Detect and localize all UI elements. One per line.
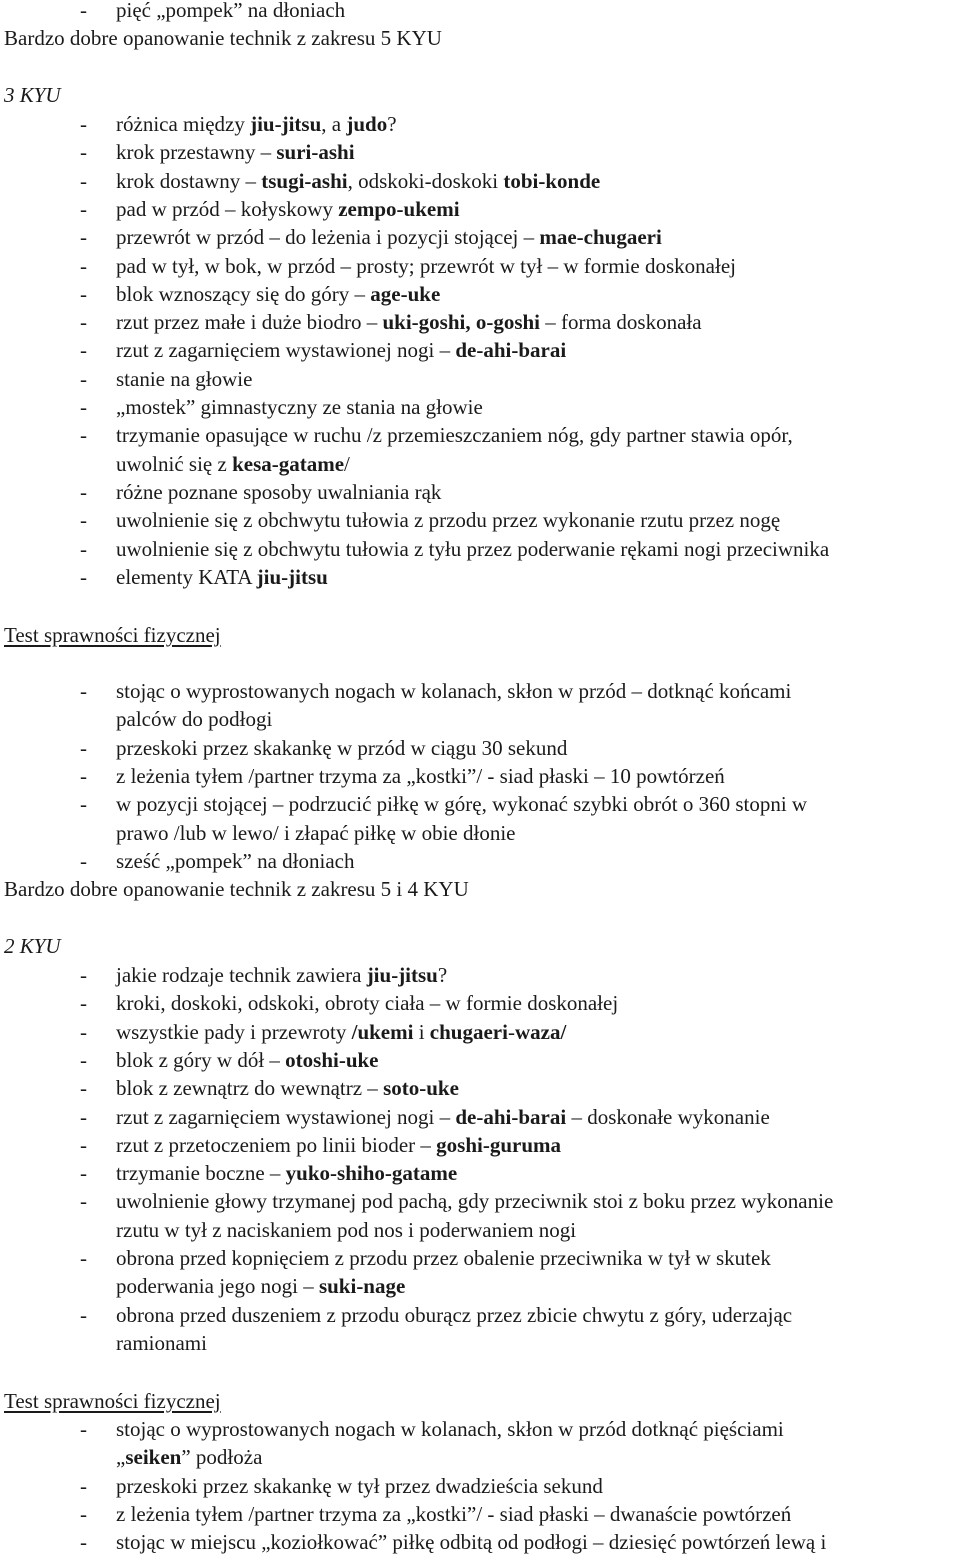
list-item-text [116,989,618,1017]
text-run: przeskoki przez skakankę w przód w ciągu 30 sekund [116,735,568,760]
list-item-text [116,790,807,818]
bullet-dash: - [80,1047,87,1072]
list-item-text [116,1074,459,1102]
term-bold: zempo-ukemi [338,196,460,221]
term-bold: suri-ashi [276,140,355,165]
term-bold: jiu-jitsu [250,112,322,136]
list-item-text [116,167,600,195]
test-heading: Test sprawności fizycznej [4,623,221,647]
test-heading: Test sprawności fizycznej [4,1389,221,1413]
term-bold: de-ahi-barai [455,338,567,363]
bullet-dash: - [80,225,87,250]
text-run: przewrót w przód – do leżenia i pozycji stojącej – [116,225,540,250]
list-item-continuation [116,1216,576,1244]
bullet-dash: - [80,140,87,165]
term-bold: seiken [125,1445,182,1470]
text-run: rzut z zagarnięciem wystawionej nogi – [116,338,456,363]
bullet-dash: - [80,423,87,448]
text-run: ramionami [116,1330,207,1355]
list-item-text [116,1415,784,1443]
text-run: blok z zewnątrz do wewnątrz – [116,1076,384,1101]
list-item-continuation [116,819,515,847]
list-item-text [116,365,252,393]
term-bold: /ukemi [351,1019,414,1044]
text-run: stojąc w miejscu „koziołkować” piłkę odbitą od podłogi – dziesięć powtórzeń lewą i [116,1530,827,1555]
text-run: w pozycji stojącej – podrzucić piłkę w górę, wykonać szybki obrót o 360 stopni w [116,792,808,817]
text-run: poderwania jego nogi – [116,1274,319,1299]
text-run: obrona przed kopnięciem z przodu przez obalenie przeciwnika w tył w skutek [116,1246,771,1270]
bullet-dash: - [80,1246,87,1270]
text-run: krok dostawny – [116,168,262,193]
list-item-text [116,847,355,875]
list-item-text [116,1018,566,1046]
bullet-dash: - [80,395,87,419]
list-item-text [116,308,702,336]
text-run: , a [321,112,347,136]
bullet-dash: - [80,366,87,391]
bullet-dash: - [80,991,87,1016]
text-run: przeskoki przez skakankę w tył przez dwadzieścia sekund [116,1473,603,1498]
list-item-text [116,506,780,534]
list-item-continuation [116,1272,405,1300]
bullet-dash: - [80,763,87,788]
list-item-text [116,1103,770,1131]
text-run: rzut z przetoczeniem po linii bioder – [116,1132,437,1157]
text-run: blok wznoszący się do góry – [116,281,371,306]
text-run: „ [116,1445,126,1470]
bullet-dash: - [80,196,87,221]
text-run: ? [437,963,448,987]
bullet-dash: - [80,1417,87,1441]
bullet-dash: - [80,310,87,335]
list-item-text [116,1472,603,1500]
summary-line: Bardzo dobre opanowanie technik z zakresu 5 i 4 KYU [4,877,469,901]
bullet-dash: - [80,168,87,193]
text-run: uwolnienie się z obchwytu tułowia z przodu przez wykonanie rzutu przez nogę [116,508,781,533]
list-item-text [116,1187,833,1215]
bullet-dash: - [80,0,87,22]
text-run: rzutu w tył z naciskaniem pod nos i poderwaniem nogi [116,1217,577,1242]
text-run: „mostek” gimnastyczny ze stania na głowie [116,395,483,419]
text-run: kroki, doskoki, odskoki, obroty ciała – w formie doskonałej [116,991,619,1016]
list-item-text [116,110,397,138]
list-item-text [116,0,345,24]
text-run: z leżenia tyłem /partner trzyma za „kostki”/ - siad płaski – 10 powtórzeń [116,763,725,788]
term-bold: goshi-guruma [436,1132,561,1157]
list-item-text [116,961,447,989]
bullet-dash: - [80,735,87,760]
text-run: trzymanie boczne – [116,1161,286,1186]
list-item-continuation [116,450,350,478]
text-run: rzut przez małe i duże biodro – [116,310,383,335]
term-bold: tsugi-ashi [261,168,348,193]
list-item-text [116,421,793,449]
list-item-text [116,762,725,790]
list-item-text [116,734,567,762]
summary-line: Bardzo dobre opanowanie technik z zakresu 5 KYU [4,26,442,50]
text-run: obrona przed duszeniem z przodu oburącz przez zbicie chwytu z góry, uderzając [116,1302,793,1327]
text-run: trzymanie opasujące w ruchu /z przemieszczaniem nóg, gdy partner stawia opór, [116,423,793,448]
text-run: uwolnić się z [116,451,233,476]
bullet-dash: - [80,479,87,504]
list-item-text [116,138,355,166]
bullet-dash: - [80,963,87,987]
bullet-dash: - [80,848,87,873]
text-run: elementy KATA [116,564,257,589]
list-item-text [116,280,440,308]
term-bold: suki-nage [318,1274,406,1299]
text-run: prawo /lub w lewo/ i złapać piłkę w obie dłonie [116,820,516,845]
bullet-dash: - [80,112,87,136]
list-item-continuation [116,705,272,733]
bullet-dash: - [80,281,87,306]
text-run: – doskonałe wykonanie [566,1104,770,1129]
bullet-dash: - [80,1104,87,1129]
text-run: palców do podłogi [116,707,273,732]
bullet-dash: - [80,1501,87,1526]
term-bold: de-ahi-barai [455,1104,567,1129]
list-item-text [116,563,328,591]
list-item-text [116,1131,561,1159]
bullet-dash: - [80,1161,87,1186]
text-run: jakie rodzaje technik zawiera [116,963,367,987]
section-heading-3kyu: 3 KYU [4,83,61,107]
bullet-dash: - [80,564,87,589]
text-run: stojąc o wyprostowanych nogach w kolanach, skłon w przód dotknąć pięściami [116,1417,784,1441]
list-item-text [116,1159,457,1187]
text-run: pad w tył, w bok, w przód – prosty; przewrót w tył – w formie doskonałej [116,253,736,278]
list-item-continuation [116,1443,262,1471]
bullet-dash: - [80,1076,87,1101]
text-run: i [413,1019,430,1044]
list-item-text [116,1244,771,1272]
text-run: pad w przód – kołyskowy [116,196,339,221]
text-run: ” podłoża [181,1445,263,1470]
list-item-continuation [116,1329,207,1357]
term-bold: mae-chugaeri [539,225,662,250]
list-item-text [116,677,791,705]
text-run: stojąc o wyprostowanych nogach w kolanach, skłon w przód – dotknąć końcami [116,679,792,703]
term-bold: soto-uke [383,1076,459,1101]
term-bold: kesa-gatame [232,451,345,476]
term-bold: chugaeri [429,1019,508,1044]
term-bold: jiu-jitsu [256,564,328,589]
term-bold: judo [346,112,388,136]
bullet-dash: - [80,1189,87,1214]
text-run: , odskoki-doskoki [347,168,504,193]
text-run: – forma doskonała [540,310,702,335]
text-run: rzut z zagarnięciem wystawionej nogi – [116,1104,456,1129]
bullet-dash: - [80,679,87,703]
bullet-dash: - [80,1473,87,1498]
text-run: z leżenia tyłem /partner trzyma za „kostki”/ - siad płaski – dwanaście powtórzeń [116,1501,792,1526]
list-item-text [116,336,566,364]
list-item-text [116,195,460,223]
term-bold: jiu-jitsu [366,963,438,987]
text-run: ? [387,112,397,136]
text-run: krok przestawny – [116,140,277,165]
text-run: uwolnienie się z obchwytu tułowia z tyłu przez poderwanie rękami nogi przeciwnika [116,536,830,561]
bullet-dash: - [80,536,87,561]
list-item-text [116,1500,791,1528]
bullet-dash: - [80,1019,87,1044]
text-run: - [507,1019,515,1044]
bullet-dash: - [80,1132,87,1157]
text-run: blok z góry w dół – [116,1047,286,1072]
list-item-text [116,223,662,251]
bullet-dash: - [80,1302,87,1327]
list-item-text [116,1046,379,1074]
list-item-text [116,1528,826,1556]
bullet-dash: - [80,792,87,817]
text-run: / [344,451,350,476]
term-bold: otoshi-uke [285,1047,379,1072]
term-bold: tobi-konde [503,168,601,193]
section-heading-2kyu: 2 KYU [4,934,61,958]
text-run: sześć „pompek” na dłoniach [116,848,355,873]
text-run: pięć „pompek” na dłoniach [116,0,346,22]
list-item-text [116,393,483,421]
bullet-dash: - [80,338,87,363]
list-item-text [116,478,441,506]
bullet-dash: - [80,508,87,533]
text-run: różnica między [116,112,251,136]
text-run: różne poznane sposoby uwalniania rąk [116,479,442,504]
text-run: wszystkie pady i przewroty [116,1019,352,1044]
list-item-text [116,252,736,280]
list-item-text [116,535,829,563]
term-bold: uki-goshi, o-goshi [382,310,541,335]
term-bold: age-uke [370,281,441,306]
term-bold: yuko-shiho-gatame [285,1161,458,1186]
text-run: stanie na głowie [116,366,253,391]
term-bold: waza/ [514,1019,567,1044]
bullet-dash: - [80,253,87,278]
bullet-dash: - [80,1530,87,1555]
text-run: uwolnienie głowy trzymanej pod pachą, gdy przeciwnik stoi z boku przez wykonanie [116,1189,834,1214]
list-item-text [116,1301,792,1329]
